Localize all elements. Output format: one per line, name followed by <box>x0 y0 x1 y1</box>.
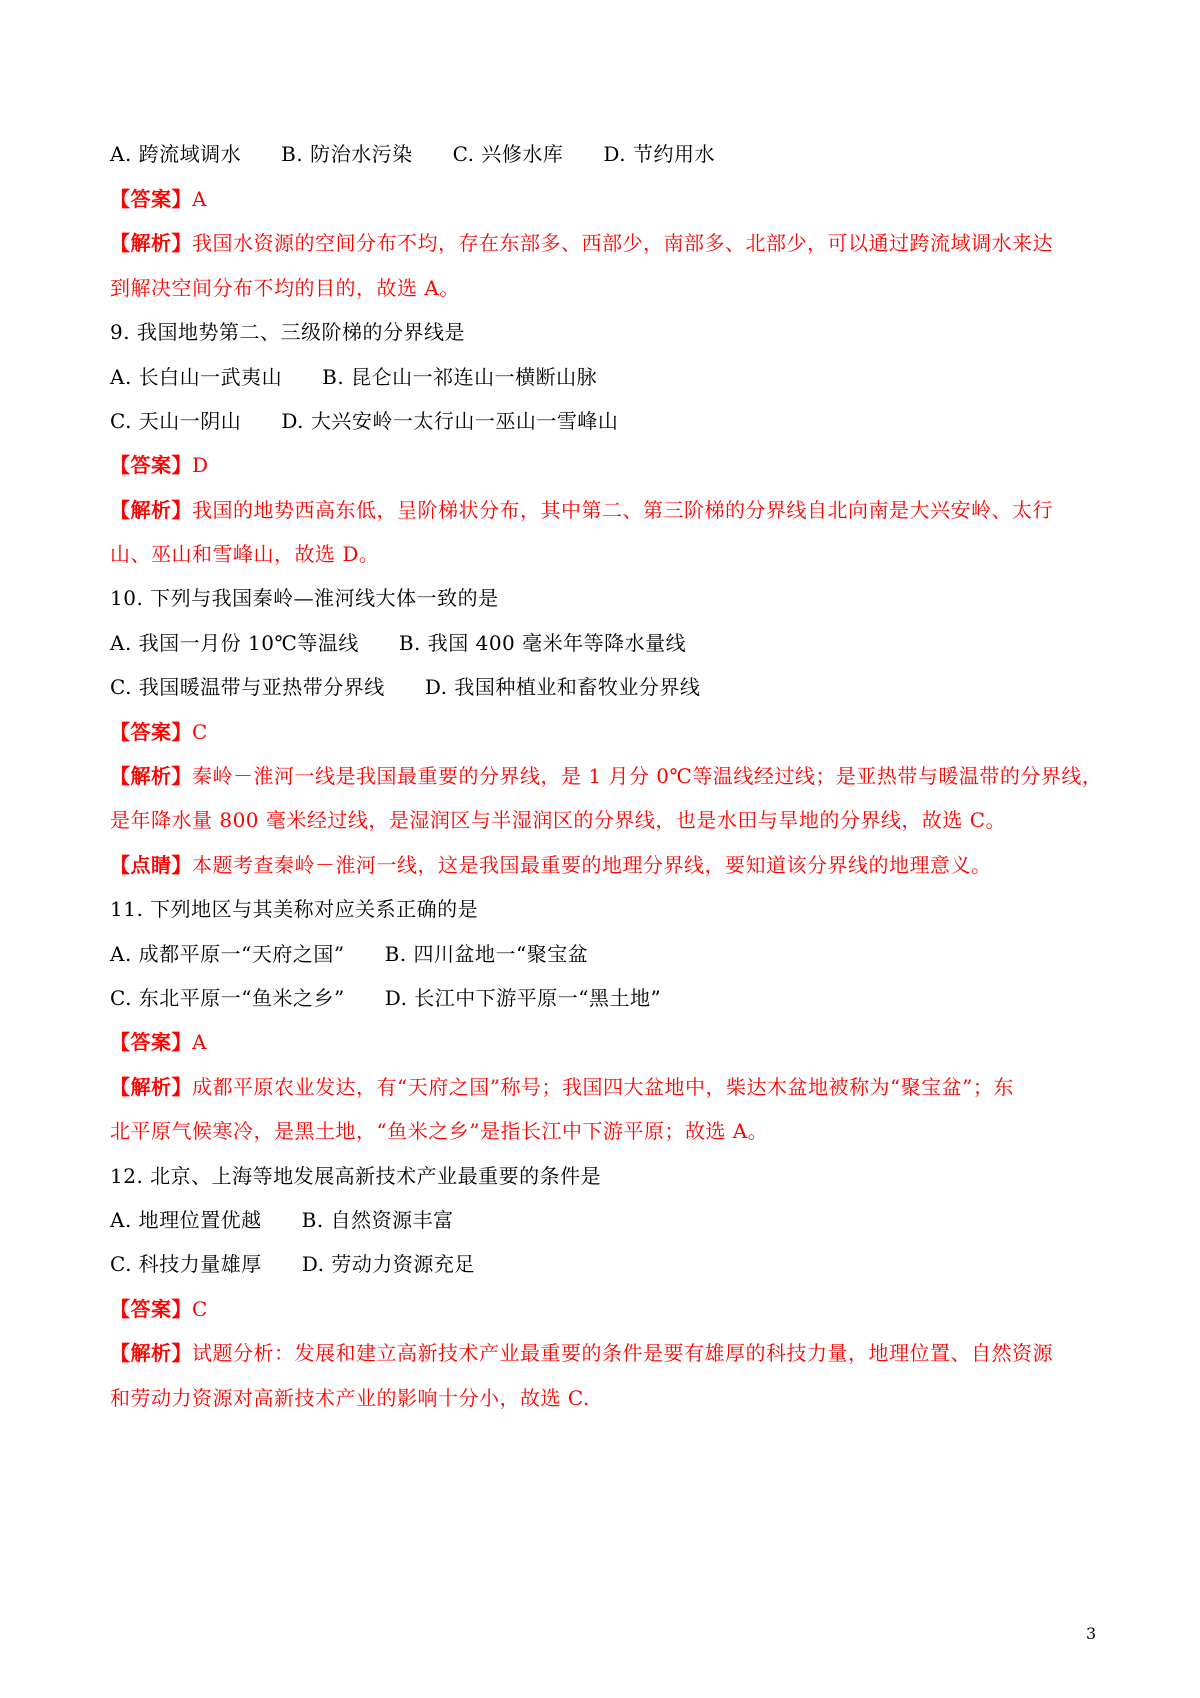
q11-stem: 11. 下列地区与其美称对应关系正确的是 <box>110 897 479 921</box>
q10-analysis-line-2: 是年降水量 800 毫米经过线，是湿润区与半湿润区的分界线，也是水田与旱地的分界线，故选 C。 <box>110 808 1007 832</box>
q11-analysis-line-2: 北平原气候寒冷，是黑土地，“鱼米之乡”是指长江中下游平原；故选 A。 <box>110 1119 769 1143</box>
q11-analysis-text-1: 成都平原农业发达，有“天府之国”称号；我国四大盆地中，柴达木盆地被称为“聚宝盆”；东 <box>192 1075 1014 1099</box>
q9-option-c: C. 天山一阴山 <box>110 409 242 433</box>
q10-answer-tag: 【答案】 <box>110 720 192 744</box>
q10-option-b: B. 我国 400 毫米年等降水量线 <box>398 631 687 655</box>
q10-option-c: C. 我国暖温带与亚热带分界线 <box>110 675 385 699</box>
q12-answer-value: C <box>192 1297 208 1321</box>
q8-analysis-line-1 <box>110 230 1110 256</box>
q9-option-b: B. 昆仑山一祁连山一横断山脉 <box>322 365 598 389</box>
q12-option-a: A. 地理位置优越 <box>110 1208 262 1232</box>
q10-analysis-text-1: 秦岭－淮河一线是我国最重要的分界线，是 1 月分 0℃等温线经过线；是亚热带与暖温带的分界线， <box>192 764 1103 788</box>
q10-answer-value: C <box>192 720 208 744</box>
q9-analysis-line-1 <box>110 497 1110 523</box>
q12-option-d: D. 劳动力资源充足 <box>301 1252 475 1276</box>
q11-option-a: A. 成都平原一“天府之国” <box>110 942 345 966</box>
q12-analysis-tag: 【解析】 <box>110 1341 192 1365</box>
q11-analysis-tag: 【解析】 <box>110 1075 192 1099</box>
q8-options <box>110 141 1110 167</box>
q9-answer-value: D <box>192 453 209 477</box>
q10-comment-tag: 【点睛】 <box>110 853 192 877</box>
q12-option-c: C. 科技力量雄厚 <box>110 1252 262 1276</box>
q11-answer-tag: 【答案】 <box>110 1030 192 1054</box>
q11-option-b: B. 四川盆地一“聚宝盆 <box>384 942 589 966</box>
q8-answer-tag: 【答案】 <box>110 187 192 211</box>
q10-stem: 10. 下列与我国秦岭—淮河线大体一致的是 <box>110 586 499 610</box>
q12-answer <box>110 1296 1110 1322</box>
q9-stem: 9. 我国地势第二、三级阶梯的分界线是 <box>110 320 465 344</box>
q11-analysis-line-1 <box>110 1074 1110 1100</box>
q11-answer <box>110 1029 1110 1055</box>
q12-analysis-line-1 <box>110 1340 1110 1366</box>
page-number: 3 <box>1086 1624 1097 1643</box>
q11-options-row-1 <box>110 941 1110 967</box>
q11-options-row-2 <box>110 985 1110 1011</box>
q10-comment <box>110 852 1110 878</box>
q10-comment-text: 本题考查秦岭－淮河一线，这是我国最重要的地理分界线，要知道该分界线的地理意义。 <box>192 853 992 877</box>
q8-answer <box>110 186 1110 212</box>
q12-analysis-line-2: 和劳动力资源对高新技术产业的影响十分小，故选 C. <box>110 1386 590 1410</box>
q9-answer <box>110 452 1110 478</box>
q9-analysis-text-1: 我国的地势西高东低，呈阶梯状分布，其中第二、第三阶梯的分界线自北向南是大兴安岭、太行 <box>192 498 1053 522</box>
q10-analysis-line-1 <box>110 763 1110 789</box>
q8-analysis-tag: 【解析】 <box>110 231 192 255</box>
q8-option-c: C. 兴修水库 <box>452 142 564 166</box>
q9-answer-tag: 【答案】 <box>110 453 192 477</box>
q12-answer-tag: 【答案】 <box>110 1297 192 1321</box>
q9-options-row-1 <box>110 364 1110 390</box>
q10-option-d: D. 我国种植业和畜牧业分界线 <box>424 675 701 699</box>
q8-analysis-line-2: 到解决空间分布不均的目的，故选 A。 <box>110 276 460 300</box>
q10-options-row-2 <box>110 674 1110 700</box>
q11-option-c: C. 东北平原一“鱼米之乡” <box>110 986 345 1010</box>
q12-option-b: B. 自然资源丰富 <box>301 1208 454 1232</box>
q9-analysis-tag: 【解析】 <box>110 498 192 522</box>
q10-analysis-tag: 【解析】 <box>110 764 192 788</box>
q11-answer-value: A <box>192 1030 207 1054</box>
q8-analysis-text-1: 我国水资源的空间分布不均，存在东部多、西部少，南部多、北部少，可以通过跨流域调水来达 <box>192 231 1053 255</box>
q9-options-row-2 <box>110 408 1110 434</box>
q11-option-d: D. 长江中下游平原一“黑土地” <box>384 986 662 1010</box>
q8-option-a: A. 跨流域调水 <box>110 142 242 166</box>
q12-options-row-2 <box>110 1251 1110 1277</box>
q12-stem: 12. 北京、上海等地发展高新技术产业最重要的条件是 <box>110 1164 602 1188</box>
q12-options-row-1 <box>110 1207 1110 1233</box>
q9-analysis-line-2: 山、巫山和雪峰山，故选 D。 <box>110 542 380 566</box>
q12-analysis-text-1: 试题分析：发展和建立高新技术产业最重要的条件是要有雄厚的科技力量，地理位置、自然资源 <box>192 1341 1053 1365</box>
q8-option-b: B. 防治水污染 <box>281 142 413 166</box>
q9-option-a: A. 长白山一武夷山 <box>110 365 283 389</box>
q10-answer <box>110 719 1110 745</box>
q8-option-d: D. 节约用水 <box>603 142 715 166</box>
q8-answer-value: A <box>192 187 207 211</box>
q10-option-a: A. 我国一月份 10℃等温线 <box>110 631 359 655</box>
q10-options-row-1 <box>110 630 1110 656</box>
q9-option-d: D. 大兴安岭一太行山一巫山一雪峰山 <box>281 409 619 433</box>
